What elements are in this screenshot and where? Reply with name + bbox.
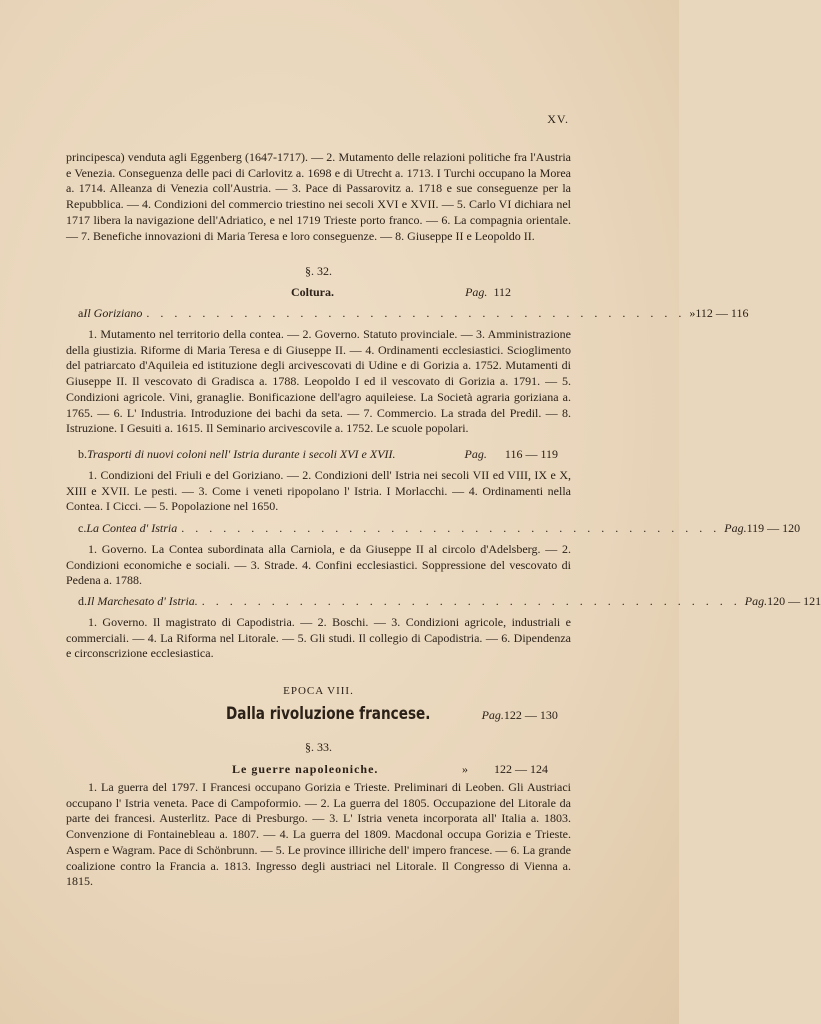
entry-pages: 116 — 119	[504, 447, 558, 461]
paragraph-marchesato: 1. Governo. Il magistrato di Capodistria. — 2. Boschi. — 3. Condizioni agricole, industriali e commerciali. — 4. La Riforma nel Litorale. — 5. Gli studi. Il collegio di Capodistria. — 6. Dipendenza e circonscrizione ecclesiastica.	[66, 615, 571, 661]
entry-title: Il Goriziano	[83, 306, 143, 320]
entry-pages: 112 — 116	[695, 306, 749, 320]
section-pages: 122 — 124	[494, 762, 548, 776]
entry-title: Il Marchesato d' Istria.	[87, 594, 198, 608]
section-title-coltura	[291, 285, 511, 300]
page-value: 112	[493, 285, 511, 299]
entry-marchesato: d. Il Marchesato d' Istria. . . . . . . . . . . . . . . . . . . . . . . . . . . . . . . . . . . . . . . . Pag. 120 — 121	[78, 594, 821, 608]
epoch-title-row: Dalla rivoluzione francese. Pag. 122 — 130	[226, 704, 558, 724]
epoch-title: Dalla rivoluzione francese.	[226, 704, 431, 724]
section-number-32: §. 32.	[305, 264, 332, 278]
paragraph-trasporti: 1. Condizioni del Friuli e del Goriziano. — 2. Condizioni dell' Istria nei secoli VII ed VIII, IX e X, XIII e XVII. Le pesti. — 3. Come i veneti ripopolano l' Istria. I Morlacchi. — 4. Ordinamenti nella Contea. I Cicci. — 5. Popolazione nel 1650.	[66, 468, 571, 514]
paragraph-guerre: 1. La guerra del 1797. I Francesi occupano Gorizia e Trieste. Preliminari di Leoben. Gli Austriaci occupano l' Istria veneta. Pace di Campoformio. — 2. La guerra del 1805. Occupazione del Litorale da parte dei francesi. Austerlitz. Pace di Presburgo. — 3. L' Istria veneta incorporata all' Italia a. 1803. Convenzione di Fontainebleau a. 1807. — 4. La guerra del 1809. Macdonal occupa Gorizia e Trieste. Aspern e Wagram. Pace di Schönbrunn. — 5. Le province illiriche dell' impero francese. — 6. La grande coalizione contro la Francia a. 1813. Ingresso degli austriaci nel Litorale. Il Congresso di Vienna a. 1815.	[66, 780, 571, 889]
paragraph-intro: principesca) venduta agli Eggenberg (1647-1717). — 2. Mutamento delle relazioni politiche fra l'Austria e Venezia. Conseguenza delle paci di Carlovitz a. 1698 e di Utrecht a. 1713. I Turchi occupano la Morea a. 1714. Alleanza di Venezia coll'Austria. — 3. Pace di Passarovitz a. 1718 e sue conseguenze per la Repubblica. — 4. Condizioni del commercio triestino nei secoli XVI e XVII. — 5. Carlo VI dichiara nel 1717 libera la navigazione dell'Adriatico, e nel 1719 Trieste porto franco. — 6. La compagnia orientale. — 7. Benefiche innovazioni di Maria Teresa e loro conseguenze. — 8. Giuseppe II e Leopoldo II.	[66, 150, 571, 243]
entry-title: La Contea d' Istria	[86, 521, 178, 535]
entry-pages: 120 — 121	[767, 594, 821, 608]
section-title-guerre: Le guerre napoleoniche. » 122 — 124	[232, 762, 548, 776]
epoch-label: EPOCA VIII.	[283, 685, 354, 697]
paragraph-goriziano: 1. Mutamento nel territorio della contea. — 2. Governo. Statuto provinciale. — 3. Amministrazione della giustizia. Riforme di Maria Teresa e di Giuseppe II. — 4. Ordinamenti ecclesiastici. Scioglimento del patriarcato d'Aquileia ed istituzione degli arcivescovati di Udine e di Gorizia a. 1752. Mutamenti di Giuseppe II. Il vescovato di Gradisca a. 1788. Leopoldo I ed il vescovato di Gorizia a. 1791. — 5. Condizioni agricole. Vini, granaglie. Bonificazione dell'agro aquileiese. La Società agraria goriziana a. 1765. — 6. L' Industria. Introduzione dei bachi da seta. — 7. Commercio. La strada del Predil. — 8. Istruzione. I Gesuiti a. 1615. Il Seminario arcivescovile a. 1752. Le scuole popolari.	[66, 327, 571, 436]
page-number: XV.	[547, 112, 569, 126]
paragraph-contea-istria: 1. Governo. La Contea subordinata alla Carniola, e da Giuseppe II al circolo d'Adelsberg. — 2. Condizioni economiche e sociali. — 3. Strade. 4. Confini ecclesiastici. Soppressione del vescovato di Pedena a. 1788.	[66, 542, 571, 588]
entry-goriziano: a Il Goriziano . . . . . . . . . . . . . . . . . . . . . . . . . . . . . . . . . . . . . . . » 112 — 116	[78, 306, 749, 320]
entry-pages: 119 — 120	[746, 521, 801, 535]
epoch-pages: 122 — 130	[503, 708, 558, 722]
entry-trasporti: b. Trasporti di nuovi coloni nell' Istria durante i secoli XVI e XVII. Pag. 116 — 119	[78, 447, 558, 461]
section-number-33: §. 33.	[305, 740, 332, 754]
section-title: Le guerre napoleoniche.	[232, 762, 379, 776]
entry-contea-istria: c. La Contea d' Istria . . . . . . . . . . . . . . . . . . . . . . . . . . . . . . . . . . . . . . . Pag. 119 — 120	[78, 521, 801, 535]
section-title: Coltura.	[291, 285, 334, 299]
entry-title: Trasporti di nuovi coloni nell' Istria durante i secoli XVI e XVII.	[87, 447, 396, 461]
page-label: Pag.	[465, 285, 488, 299]
